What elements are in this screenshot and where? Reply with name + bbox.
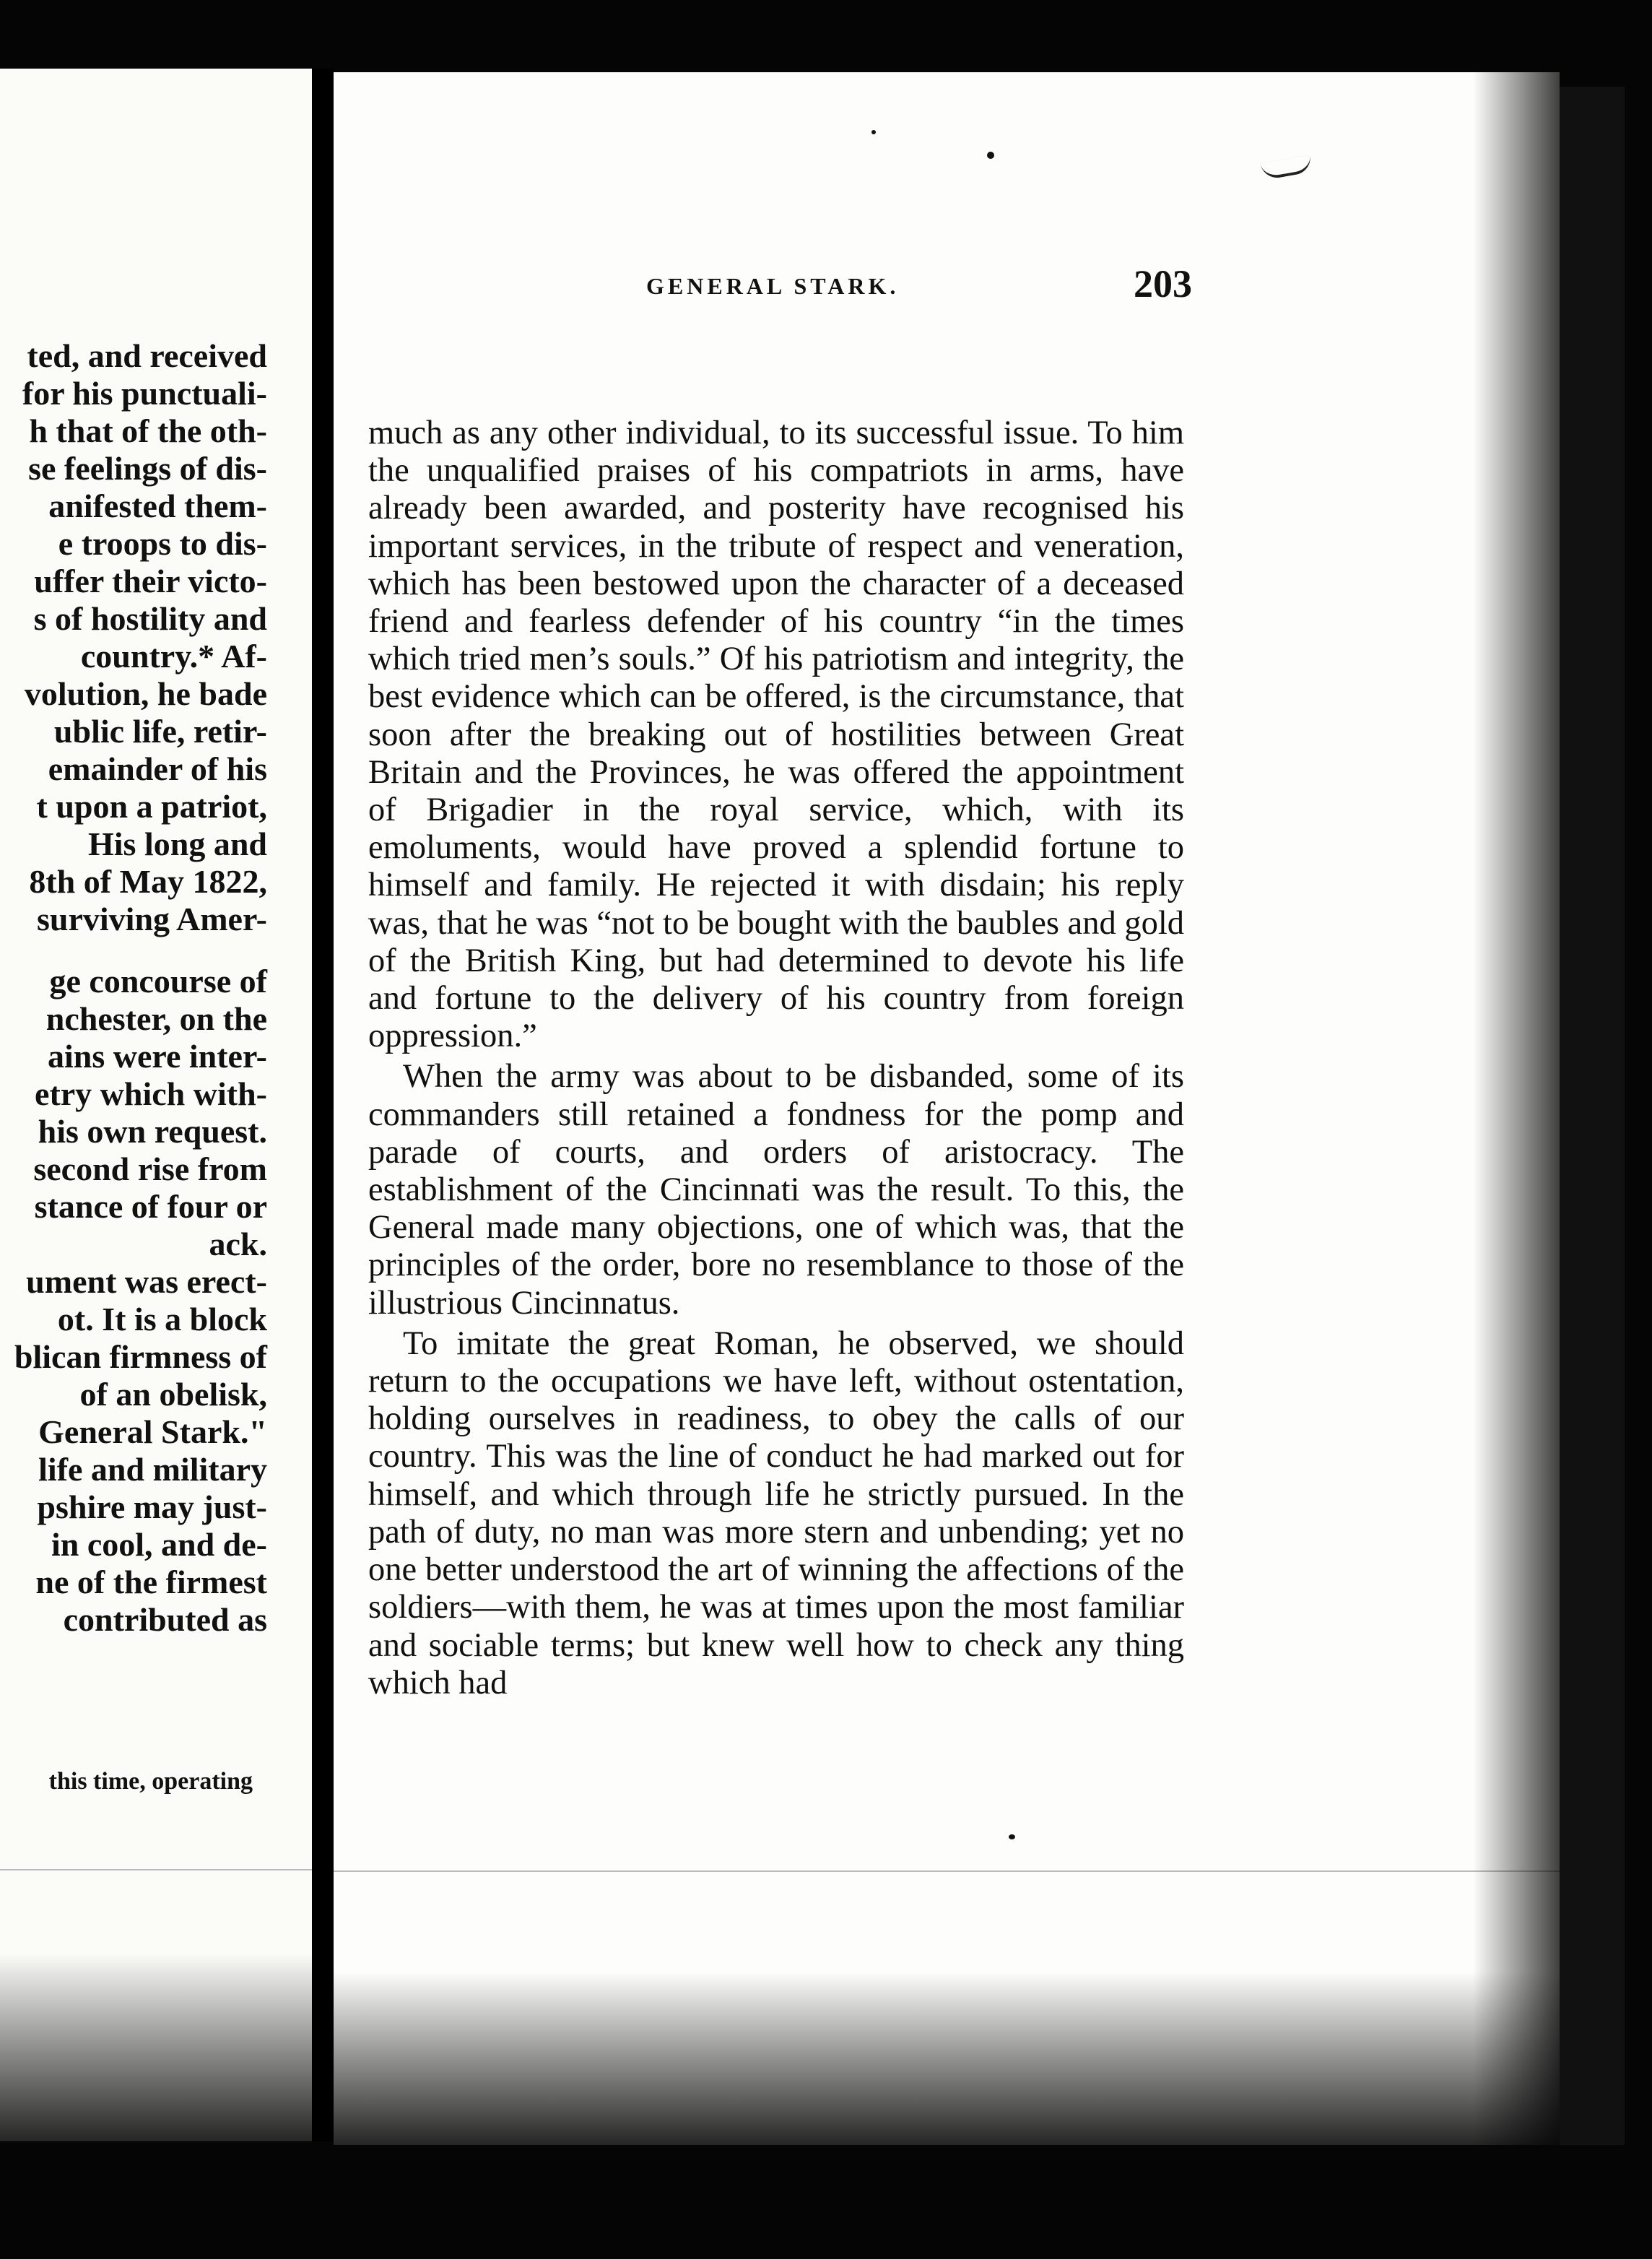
previous-page-line: in cool, and de- bbox=[51, 1526, 267, 1563]
page-bottom-shadow bbox=[334, 1972, 1560, 2145]
previous-page-line: contributed as bbox=[63, 1601, 267, 1638]
previous-page-line: uffer their victo- bbox=[34, 563, 267, 599]
previous-page-line: ack. bbox=[209, 1226, 267, 1262]
paragraph: much as any other individual, to its successful issue. To him the unqualified praises of his compatriots in arms, have already been awarded, and posterity have recognised his important services, in the tribute of respect and veneration, which has been bestowed upon the character of a deceased friend and fearless defender of his country “in the times which tried men’s souls.” Of his patriotism and integrity, the best evidence which can be offered, is the circumstance, that soon after the breaking out of hostilities between Great Britain and the Provinces, he was offered the appointment of Brigadier in the royal service, which, with its emoluments, would have proved a splendid fortune to himself and family. He rejected it with disdain; his reply was, that he was “not to be bought with the baubles and gold of the British King, but had determined to devote his life and fortune to the delivery of his country from foreign oppression.” bbox=[368, 415, 1184, 1055]
previous-page-line: second rise from bbox=[33, 1150, 267, 1187]
previous-page-line: volution, he bade bbox=[24, 675, 267, 712]
previous-page-line: t upon a patriot, bbox=[36, 788, 267, 825]
running-head: GENERAL STARK. bbox=[646, 273, 900, 299]
previous-page-line: se feelings of dis- bbox=[28, 450, 267, 487]
previous-page-line: ge concourse of bbox=[49, 963, 267, 1000]
page-edge-shadow bbox=[1473, 72, 1560, 2145]
previous-page-line: ne of the firmest bbox=[35, 1564, 267, 1600]
previous-page-line: stance of four or bbox=[34, 1188, 267, 1225]
previous-page-line: blican firmness of bbox=[14, 1338, 267, 1375]
previous-page-line: country.* Af- bbox=[80, 638, 267, 675]
ink-speck bbox=[987, 152, 994, 159]
previous-page-line: 8th of May 1822, bbox=[29, 863, 267, 900]
page-body bbox=[368, 415, 1184, 1702]
previous-page-line bbox=[0, 938, 267, 963]
previous-page-line: h that of the oth- bbox=[29, 412, 267, 449]
book-gutter bbox=[312, 69, 334, 2141]
previous-page-line: e troops to dis- bbox=[58, 525, 267, 562]
previous-page-line: for his punctuali- bbox=[22, 375, 267, 412]
previous-page-line: ted, and received bbox=[27, 337, 267, 374]
previous-page-text bbox=[0, 337, 267, 1639]
paragraph: When the army was about to be disbanded, some of its commanders still retained a fondness for the pomp and parade of courts, and orders of aristocracy. The establishment of the Cincinnati was the result. To this, the General made many objections, one of which was, that the principles of the order, bore no resemblance to those of the illustrious Cincinnatus. bbox=[368, 1058, 1184, 1322]
previous-page-line: his own request. bbox=[38, 1113, 267, 1150]
previous-page-line: His long and bbox=[88, 825, 267, 862]
paragraph: To imitate the great Roman, he observed, we should return to the occupations we have left, without ostentation, holding ourselves in readiness, to obey the calls of our country. This was the line of conduct he had marked out for himself, and which through life he strictly pursued. In the path of duty, no man was more stern and unbending; yet no one better understood the art of winning the affections of the soldiers—with them, he was at times upon the most familiar and sociable terms; but knew well how to check any thing which had bbox=[368, 1324, 1184, 1701]
previous-page-line: life and military bbox=[38, 1451, 267, 1488]
previous-page-line: pshire may just- bbox=[37, 1488, 267, 1525]
previous-page-line: emainder of his bbox=[48, 750, 267, 787]
pencil-mark bbox=[1260, 155, 1313, 181]
previous-page-line: ument was erect- bbox=[26, 1263, 267, 1300]
previous-page-line: ublic life, retir- bbox=[53, 713, 267, 750]
previous-page-line: etry which with- bbox=[35, 1075, 267, 1112]
page-bottom-rule bbox=[334, 1870, 1560, 1872]
ink-speck bbox=[871, 130, 876, 134]
page-edge-strip bbox=[1560, 87, 1625, 2145]
previous-page-line: ot. It is a block bbox=[57, 1301, 267, 1337]
previous-page-shadow bbox=[0, 1954, 312, 2141]
ink-speck bbox=[1009, 1834, 1015, 1839]
previous-page-line: anifested them- bbox=[48, 487, 267, 524]
previous-page-fragment bbox=[0, 69, 312, 2141]
page-number: 203 bbox=[1134, 262, 1192, 305]
previous-page-line: ains were inter- bbox=[47, 1038, 267, 1075]
current-page bbox=[334, 72, 1560, 2145]
previous-page-line: s of hostility and bbox=[33, 600, 267, 637]
previous-page-line: surviving Amer- bbox=[37, 901, 267, 937]
previous-page-line: nchester, on the bbox=[45, 1000, 267, 1037]
previous-page-footnote: this time, operating bbox=[48, 1768, 253, 1795]
previous-page-line: General Stark." bbox=[38, 1413, 267, 1450]
previous-page-bottom-rule bbox=[0, 1869, 312, 1870]
previous-page-line: of an obelisk, bbox=[79, 1376, 267, 1413]
